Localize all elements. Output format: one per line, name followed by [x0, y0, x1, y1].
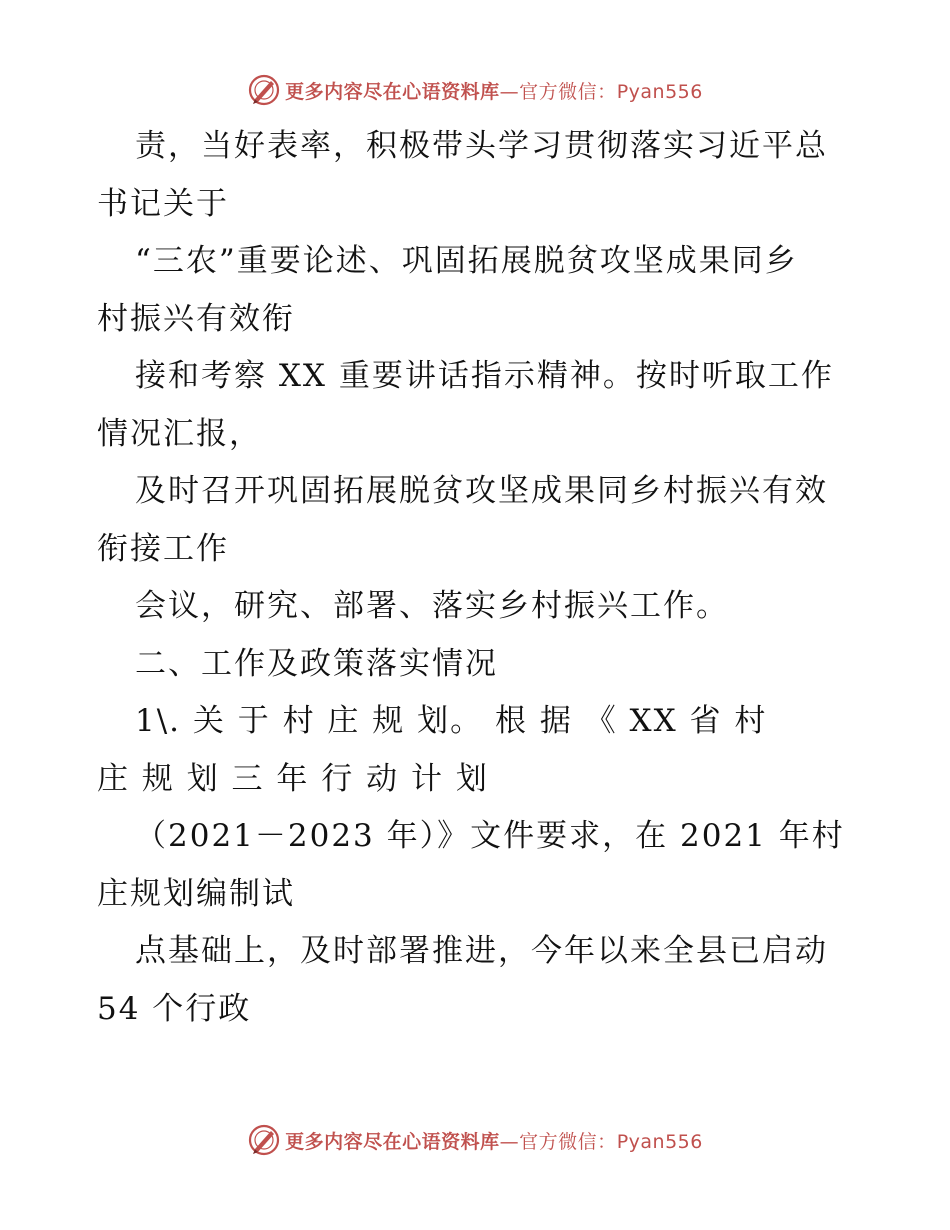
- header-watermark: [0, 70, 950, 110]
- document-body: [97, 118, 857, 1038]
- watermark-account-id: Pyan556: [616, 80, 703, 103]
- text-line-6: 情况汇报，: [97, 415, 262, 452]
- pen-logo-icon: [247, 1123, 281, 1157]
- footer-watermark: [0, 1120, 950, 1160]
- text-line-13: （2021－2023 年）》文件要求，在 2021 年村: [135, 818, 845, 854]
- pen-logo-icon: [247, 73, 281, 107]
- watermark-title: 更多内容尽在心语资料库: [285, 80, 500, 103]
- text-line-3: “三农”重要论述、巩固拓展脱贫攻坚成果同乡: [135, 243, 798, 279]
- text-line-11: 1\. 关 于 村 庄 规 划。 根 据 《 XX 省 村: [135, 703, 768, 739]
- text-line-15: 点基础上，及时部署推进，今年以来全县已启动: [135, 933, 828, 969]
- text-line-16: 54 个行政: [97, 990, 252, 1027]
- watermark-account-label: 官方微信：: [519, 80, 617, 103]
- watermark-account-id: Pyan556: [616, 1130, 703, 1153]
- text-line-14: 庄规划编制试: [97, 875, 295, 912]
- watermark-separator: —: [499, 80, 520, 103]
- watermark-text: [285, 77, 703, 104]
- section-heading: 二、工作及政策落实情况: [135, 645, 498, 682]
- text-line-5: 接和考察 XX 重要讲话指示精神。按时听取工作: [135, 358, 834, 394]
- watermark-text: [285, 1127, 703, 1154]
- text-line-7: 及时召开巩固拓展脱贫攻坚成果同乡村振兴有效: [135, 473, 828, 509]
- text-line-2: 书记关于: [97, 185, 229, 222]
- text-line-9: 会议，研究、部署、落实乡村振兴工作。: [135, 588, 729, 624]
- text-line-12: 庄 规 划 三 年 行 动 计 划: [97, 760, 489, 797]
- text-line-4: 村振兴有效衔: [97, 300, 295, 337]
- text-line-8: 衔接工作: [97, 530, 229, 567]
- watermark-title: 更多内容尽在心语资料库: [285, 1130, 500, 1153]
- text-line-1: 责，当好表率，积极带头学习贯彻落实习近平总: [135, 128, 828, 164]
- watermark-separator: —: [499, 1130, 520, 1153]
- watermark-account-label: 官方微信：: [519, 1130, 617, 1153]
